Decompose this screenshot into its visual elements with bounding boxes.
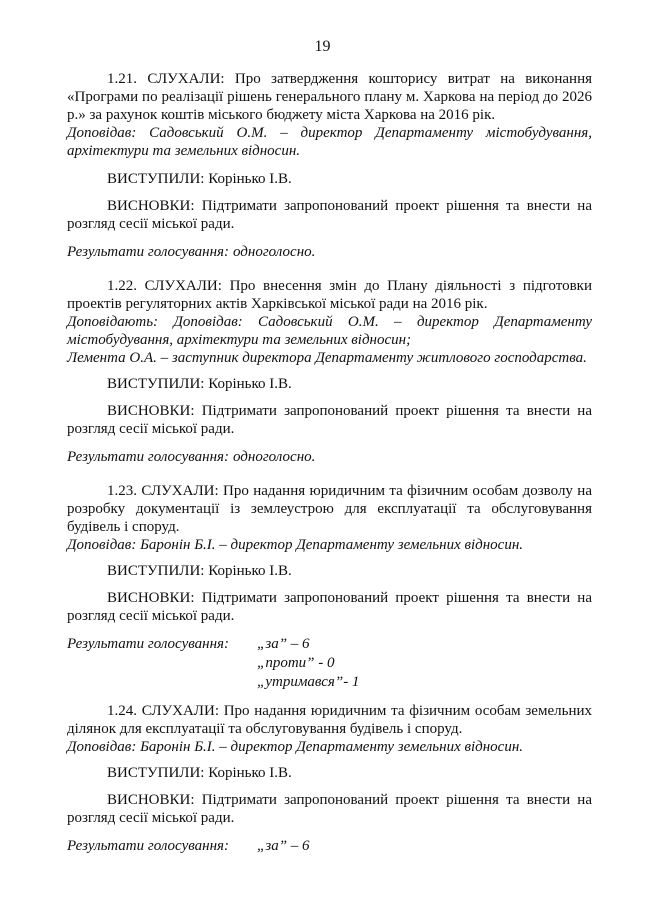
item-1-22-spoke: ВИСТУПИЛИ: Корінько І.В. — [107, 376, 292, 392]
item-1-22-results-label: Результати голосування: — [67, 449, 230, 465]
item-1-22-reporter: Доповідають: Доповідав: Садовський О.М. – директор Департаменту містобудування, архітектури та земельних відносин; — [67, 314, 592, 348]
item-1-23-heard: 1.23. СЛУХАЛИ: Про надання юридичним та фізичним особам дозволу на розробку документації із землеустрою для експлуатації та обслуговування будівель і споруд. — [67, 483, 592, 535]
item-1-23-reporter: Доповідав: Баронін Б.І. – директор Департаменту земельних відносин. — [67, 537, 524, 553]
item-1-21-results-value: одноголосно. — [233, 244, 316, 260]
item-1-21-reporter: Доповідав: Садовський О.М. – директор Департаменту містобудування, архітектури та земельних відносин. — [67, 125, 592, 159]
vote-against: „проти” - 0 — [257, 655, 335, 671]
item-1-24-reporter: Доповідав: Баронін Б.І. – директор Департаменту земельних відносин. — [67, 739, 524, 755]
item-1-22-reporter-2: Лемента О.А. – заступник директора Департаменту житлового господарства. — [67, 350, 587, 366]
item-1-23-results-label: Результати голосування: — [67, 636, 230, 652]
vote-for: „за” – 6 — [257, 838, 310, 854]
page-number: 19 — [314, 38, 331, 55]
vote-for: „за” – 6 — [257, 636, 310, 652]
item-1-21-conclusions: ВИСНОВКИ: Підтримати запропонований проект рішення та внести на розгляд сесії міської ради. — [67, 198, 592, 232]
item-1-23-spoke: ВИСТУПИЛИ: Корінько І.В. — [107, 563, 292, 579]
item-1-22-conclusions: ВИСНОВКИ: Підтримати запропонований проект рішення та внести на розгляд сесії міської ради. — [67, 403, 592, 437]
item-1-22-heard: 1.22. СЛУХАЛИ: Про внесення змін до Плану діяльності з підготовки проектів регуляторних актів Харківської міської ради на 2016 рік. — [67, 278, 592, 312]
item-1-22-results-value: одноголосно. — [233, 449, 316, 465]
item-1-24-conclusions: ВИСНОВКИ: Підтримати запропонований проект рішення та внести на розгляд сесії міської ради. — [67, 792, 592, 826]
item-1-23-conclusions: ВИСНОВКИ: Підтримати запропонований проект рішення та внести на розгляд сесії міської ради. — [67, 590, 592, 624]
item-1-24-heard: 1.24. СЛУХАЛИ: Про надання юридичним та фізичним особам земельних ділянок для експлуатації та обслуговування будівель і споруд. — [67, 703, 592, 737]
item-1-24-results-label: Результати голосування: — [67, 838, 230, 854]
item-1-21-results-label: Результати голосування: — [67, 244, 230, 260]
item-1-21-heard: 1.21. СЛУХАЛИ: Про затвердження кошторису витрат на виконання «Програми по реалізації рішень генерального плану м. Харкова на період до 2026 р.» за рахунок коштів міського бюджету міста Харкова на 2016 рік. — [67, 71, 592, 123]
item-1-21-spoke: ВИСТУПИЛИ: Корінько І.В. — [107, 171, 292, 187]
item-1-24-spoke: ВИСТУПИЛИ: Корінько І.В. — [107, 765, 292, 781]
vote-abstained: „утримався”- 1 — [257, 674, 360, 690]
